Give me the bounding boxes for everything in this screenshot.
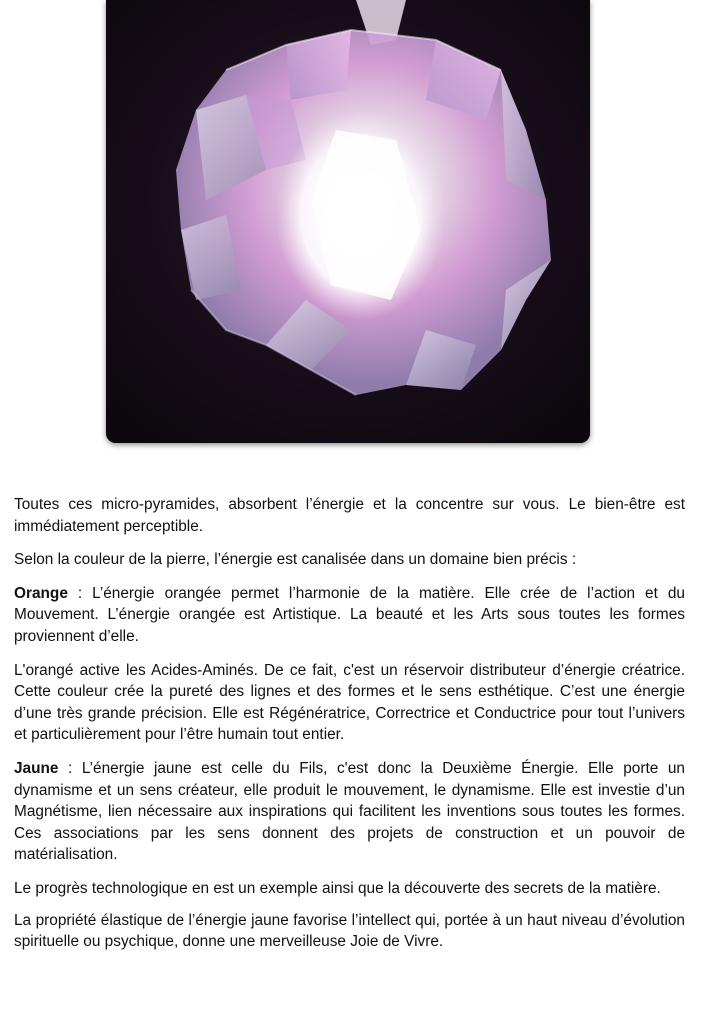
article-text — [14, 494, 685, 965]
paragraph-orange-detail: L'orangé active les Acides-Aminés. De ce fait, c'est un réservoir distributeur d’énergie créatrice. Cette couleur crée la pureté des lignes et des formes et le sens esthétique. C’est une énergie d’une très grande précision. Elle est Régénératrice, Correctrice et Conductrice pour tout l’univers et particulièrement pour l’être humain tout entier. — [14, 661, 685, 744]
paragraph-intro: Toutes ces micro-pyramides, absorbent l’énergie et la concentre sur vous. Le bien-être est immédiatement perceptible. — [14, 496, 685, 535]
label-jaune: Jaune — [14, 759, 59, 777]
jaune-text: : L’énergie jaune est celle du Fils, c'est donc la Deuxième Énergie. Elle porte un dynamisme et un sens créateur, elle produit le mouvement, le dynamisme. Elle est investie d’un Magnétisme, lien nécessaire aux inspirations qui facilitent les inventions sous toutes les formes. Ces associations par les sens donnent des projets de construction et un pouvoir de matérialisation. — [14, 759, 685, 864]
crystal-illustration — [106, 0, 590, 443]
paragraph-selon: Selon la couleur de la pierre, l’énergie est canalisée dans un domaine bien précis : — [14, 551, 577, 569]
orange-text: : L’énergie orangée permet l’harmonie de la matière. Elle crée de l’action et du Mouvement. L’énergie orangée est Artistique. La beauté et les Arts sous toutes les formes proviennent d’elle. — [14, 584, 685, 645]
paragraph-progres: Le progrès technologique en est un exemple ainsi que la découverte des secrets de la matière. — [14, 879, 661, 897]
label-orange: Orange — [14, 584, 68, 602]
paragraph-orange — [14, 583, 685, 648]
crystal-photo — [106, 0, 590, 443]
paragraph-propriete: La propriété élastique de l’énergie jaune favorise l’intellect qui, portée à un haut niveau d’évolution spirituelle ou psychique, donne une merveilleuse Joie de Vivre. — [14, 911, 685, 951]
paragraph-jaune — [14, 758, 685, 866]
